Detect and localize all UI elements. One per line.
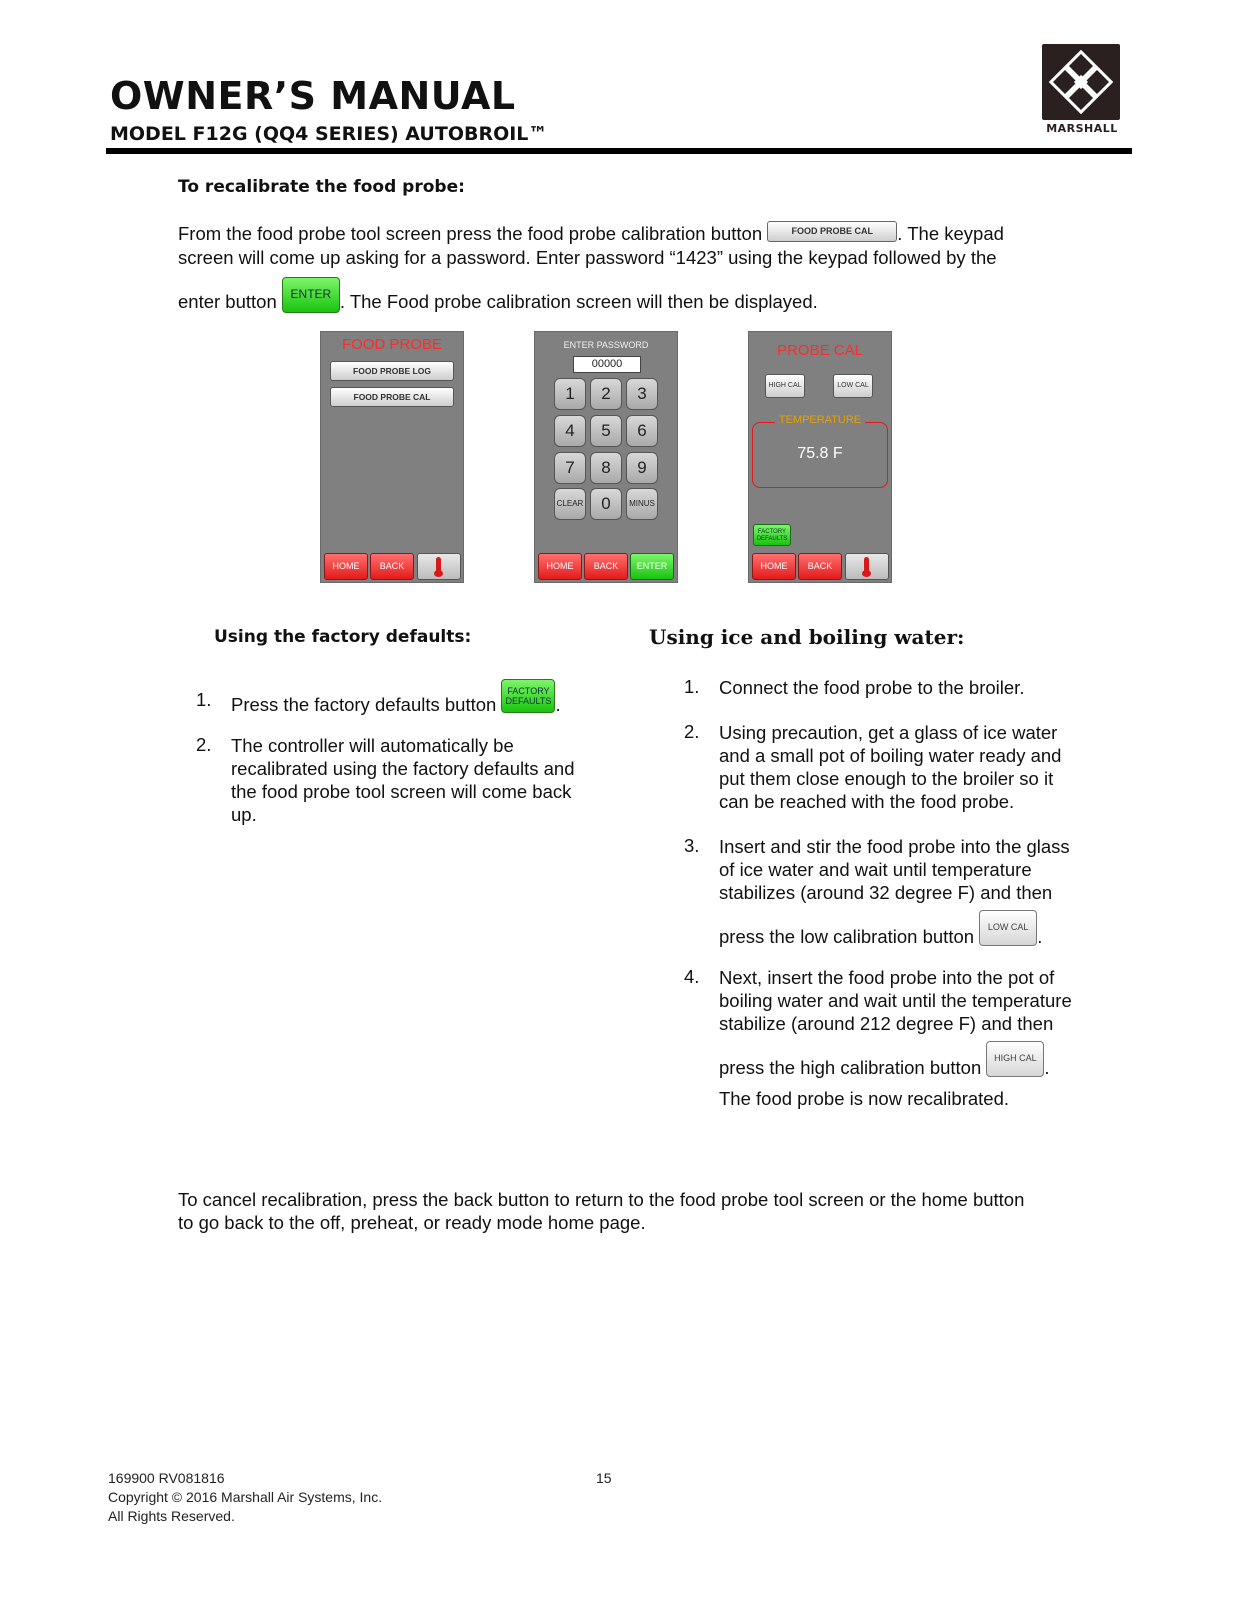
food-probe-screen (320, 331, 464, 583)
key-9[interactable]: 9 (626, 452, 658, 484)
ice-item-3: Insert and stir the food probe into the glass of ice water and wait until temperature stabilizes (around 32 degree F) and then press the low calibration button LOW CAL . (719, 836, 1070, 947)
factory-item-1-number: 1. (196, 689, 212, 710)
enter-button[interactable]: ENTER (630, 553, 674, 580)
food-probe-screen-title: FOOD PROBE (341, 336, 442, 353)
page-number: 15 (596, 1470, 612, 1486)
factory-defaults-heading: Using the factory defaults: (214, 627, 472, 647)
low-cal-button-image: LOW CAL (979, 910, 1037, 946)
factory-item-2: The controller will automatically be recalibrated using the factory defaults and the food probe tool screen will come back up. (231, 735, 575, 825)
cancel-line-1: To cancel recalibration, press the back button to return to the food probe tool screen or the home button (178, 1189, 1025, 1210)
low-cal-button[interactable]: LOW CAL (833, 374, 873, 398)
food-probe-log-button[interactable]: FOOD PROBE LOG (330, 361, 454, 381)
home-button[interactable]: HOME (752, 553, 796, 580)
key-7[interactable]: 7 (554, 452, 586, 484)
ice-item-3-number: 3. (684, 835, 700, 856)
ice-item-2-number: 2. (684, 721, 700, 742)
probe-cal-screen (748, 331, 892, 583)
recalibrate-line-2: screen will come up asking for a password. Enter password “1423” using the keypad followed by the (178, 247, 997, 268)
key-0[interactable]: 0 (590, 488, 622, 520)
factory-item-1: Press the factory defaults button FACTORY DEFAULTS . (231, 689, 611, 723)
recalibrate-text-1a: From the food probe tool screen press the food probe calibration button (178, 223, 763, 244)
manual-title: OWNER’S MANUAL (110, 74, 516, 118)
password-field[interactable]: 00000 (573, 356, 641, 373)
ice-item-2: Using precaution, get a glass of ice water and a small pot of boiling water ready and put them close enough to the broiler so it can be reached with the food probe. (719, 722, 1062, 812)
model-subtitle: MODEL F12G (QQ4 SERIES) AUTOBROIL™ (110, 123, 548, 145)
thermometer-button[interactable] (845, 553, 889, 580)
ice-item-4: Next, insert the food probe into the pot of boiling water and wait until the temperature stabilize (around 212 degree F) and then press the high calibration button HIGH CAL . The food probe is now recalibrated. (719, 967, 1072, 1109)
back-button[interactable]: BACK (370, 553, 414, 580)
key-1[interactable]: 1 (554, 378, 586, 410)
back-button[interactable]: BACK (798, 553, 842, 580)
recalibrate-text-3a: enter button (178, 290, 277, 312)
footer-doc-number: 169900 RV081816 (108, 1470, 225, 1486)
recalibrate-heading: To recalibrate the food probe: (178, 177, 465, 197)
footer-rights: All Rights Reserved. (108, 1508, 235, 1524)
back-button[interactable]: BACK (584, 553, 628, 580)
ice-item-1: Connect the food probe to the broiler. (719, 677, 1025, 698)
food-probe-cal-button[interactable]: FOOD PROBE CAL (330, 387, 454, 407)
key-3[interactable]: 3 (626, 378, 658, 410)
ice-item-1-number: 1. (684, 676, 700, 697)
ice-boiling-heading: Using ice and boiling water: (649, 625, 965, 649)
temperature-value: 75.8 F (797, 445, 843, 462)
key-4[interactable]: 4 (554, 415, 586, 447)
home-button[interactable]: HOME (324, 553, 368, 580)
temperature-label: TEMPERATURE (749, 414, 891, 426)
key-8[interactable]: 8 (590, 452, 622, 484)
key-5[interactable]: 5 (590, 415, 622, 447)
key-2[interactable]: 2 (590, 378, 622, 410)
password-screen (534, 331, 678, 583)
cancel-line-2: to go back to the off, preheat, or ready mode home page. (178, 1212, 646, 1233)
high-cal-button-image: HIGH CAL (986, 1041, 1044, 1077)
recalibrate-text-3b: . The Food probe calibration screen will then be displayed. (339, 290, 818, 312)
factory-defaults-button[interactable]: FACTORY DEFAULTS (753, 524, 791, 546)
factory-defaults-button-image: FACTORY DEFAULTS (501, 679, 555, 713)
header-divider (106, 148, 1132, 154)
key-6[interactable]: 6 (626, 415, 658, 447)
key-minus[interactable]: MINUS (626, 488, 658, 520)
password-label: ENTER PASSWORD (563, 340, 649, 350)
footer-copyright: Copyright © 2016 Marshall Air Systems, Inc. (108, 1489, 383, 1505)
home-button[interactable]: HOME (538, 553, 582, 580)
logo-mark (1042, 44, 1120, 120)
key-clear[interactable]: CLEAR (554, 488, 586, 520)
food-probe-cal-button-image: FOOD PROBE CAL (767, 221, 897, 242)
probe-cal-screen-title: PROBE CAL (777, 342, 863, 359)
high-cal-button[interactable]: HIGH CAL (765, 374, 805, 398)
recalibrate-text-1b: . The keypad (897, 223, 1004, 244)
thermometer-button[interactable] (417, 553, 461, 580)
enter-button-image: ENTER (282, 277, 340, 313)
marshall-logo (1042, 44, 1122, 136)
ice-item-4-number: 4. (684, 966, 700, 987)
recalibrate-line-1 (178, 222, 1078, 246)
factory-item-2-number: 2. (196, 734, 212, 755)
logo-wordmark: MARSHALL (1046, 122, 1118, 135)
recalibrate-line-3 (178, 285, 1078, 321)
